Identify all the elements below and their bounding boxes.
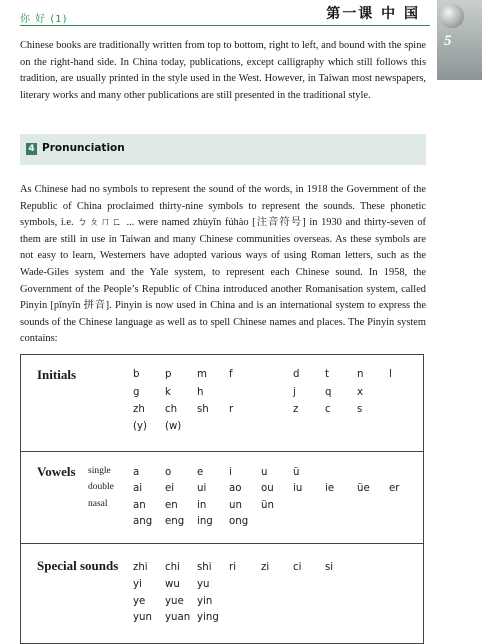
syllable: ou: [261, 483, 274, 494]
syllable: t: [325, 369, 329, 380]
syllable: c: [325, 404, 331, 415]
tab-circle-icon: [440, 4, 464, 28]
syllable: r: [229, 404, 234, 415]
syllable: ang: [133, 516, 153, 527]
syllable: ri: [229, 562, 237, 573]
syllable: yue: [165, 596, 184, 607]
syllable: ye: [133, 596, 146, 607]
syllable: ao: [229, 483, 242, 494]
syllable: (w): [165, 421, 182, 432]
syllable: x: [357, 387, 364, 398]
syllable: chi: [165, 562, 180, 573]
syllable: ü: [293, 467, 300, 478]
syllable: z: [293, 404, 299, 415]
table-divider-1: [20, 451, 424, 452]
syllable: yun: [133, 612, 152, 623]
header-left: 你 好 (1): [20, 14, 68, 25]
syllable: q: [325, 387, 332, 398]
syllable: h: [197, 387, 204, 398]
syllable: zhi: [133, 562, 148, 573]
syllable: i: [229, 467, 232, 478]
paragraph-1: Chinese books are traditionally written from top to bottom, right to left, and bound with the spine on the right-hand side. In China today, publications, except calligraphy which still follows this tradition, are usually printed in the style used in the West. However, in Taiwan most newspapers, literary works and many other publications are still presented in the traditional style.: [20, 40, 426, 101]
syllable: ui: [197, 483, 207, 494]
syllable: yin: [197, 596, 213, 607]
syllable: wu: [165, 579, 180, 590]
page-number: 5: [444, 33, 452, 49]
syllable: an: [133, 500, 146, 511]
syllable: yi: [133, 579, 142, 590]
syllable: d: [293, 369, 300, 380]
vowels-heading: Vowels: [37, 464, 76, 479]
syllable: n: [357, 369, 364, 380]
syllable: en: [165, 500, 178, 511]
syllable: si: [325, 562, 334, 573]
syllable: zh: [133, 404, 145, 415]
syllable: a: [133, 467, 140, 478]
special-sounds-heading: Special sounds: [37, 558, 119, 573]
syllable: j: [293, 387, 296, 398]
section-title: Pronunciation: [42, 142, 125, 154]
syllable: l: [389, 369, 392, 380]
syllable: er: [389, 483, 400, 494]
header-title: 第一课 中 国: [326, 6, 420, 22]
syllable: yuan: [165, 612, 191, 623]
syllable: ai: [133, 483, 143, 494]
syllable: ing: [197, 516, 213, 527]
syllable: yu: [197, 579, 210, 590]
syllable: shi: [197, 562, 212, 573]
syllable: ie: [325, 483, 335, 494]
vowel-subhead-single: single: [88, 466, 111, 476]
syllable: ong: [229, 516, 249, 527]
vowel-subhead-nasal: nasal: [88, 499, 108, 509]
syllable: ün: [261, 500, 274, 511]
syllable: iu: [293, 483, 303, 494]
syllable: ying: [197, 612, 219, 623]
section-banner: [20, 134, 426, 165]
table-divider-2: [20, 543, 424, 544]
syllable: m: [197, 369, 207, 380]
syllable: eng: [165, 516, 185, 527]
syllable: zi: [261, 562, 270, 573]
syllable: sh: [197, 404, 209, 415]
pinyin-table: [20, 354, 424, 644]
syllable: b: [133, 369, 140, 380]
syllable: un: [229, 500, 242, 511]
syllable: k: [165, 387, 171, 398]
syllable: ci: [293, 562, 302, 573]
syllable: s: [357, 404, 363, 415]
syllable: u: [261, 467, 268, 478]
section-number: 4: [26, 143, 37, 155]
syllable: f: [229, 369, 233, 380]
syllable: e: [197, 467, 204, 478]
syllable: ei: [165, 483, 175, 494]
syllable: g: [133, 387, 140, 398]
header-rule: [20, 25, 430, 26]
syllable: üe: [357, 483, 370, 494]
paragraph-2: As Chinese had no symbols to represent the sound of the words, in 1918 the Government of the Republic of China proclaimed thirty-nine symbols to represent the sounds. These phonetic symbols, i.e. ㄅㄆㄇㄈ ... were named zhùyīn fúhào [注音符号] in 1930 and thirty-seven of them are still in use in Taiwan and many Chinese communities overseas. As these symbols are not easy to learn, Westerners have adopted various ways of using Roman letters, such as the Wade-Giles system and the Yale system, to represent each Chinese sound. In 1958, the Government of the People’s Republic of China introduced another Romanisation system, called Pinyin [pīnyīn 拼音]. Pinyin is now used in China and is an international system to express the sounds of the Chinese language as well as to spell Chinese names and places. The Pinyin system contains:: [20, 184, 426, 345]
syllable: p: [165, 369, 172, 380]
syllable: (y): [133, 421, 147, 432]
syllable: in: [197, 500, 207, 511]
initials-heading: Initials: [37, 367, 77, 382]
vowel-subhead-double: double: [88, 482, 114, 492]
syllable: ch: [165, 404, 178, 415]
syllable: o: [165, 467, 172, 478]
